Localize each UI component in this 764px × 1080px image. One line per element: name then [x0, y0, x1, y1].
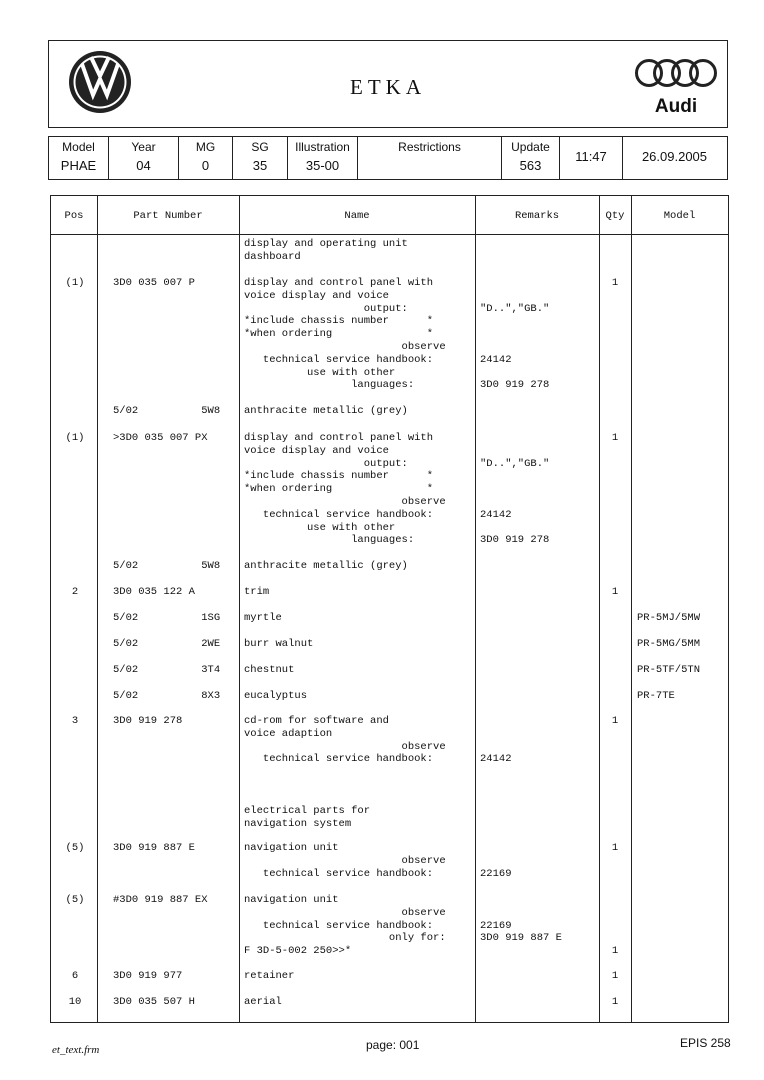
column-header-remarks: Remarks — [514, 210, 560, 222]
cell-name: electrical parts for navigation system — [244, 805, 371, 830]
cell-qty: 1 — [611, 277, 619, 289]
update-value: 563 — [519, 158, 542, 173]
cell-pos: 2 — [71, 586, 79, 598]
column-header-qty: Qty — [605, 210, 625, 222]
header-divider — [51, 234, 728, 235]
cell-part-number: 5/02 1SG — [113, 612, 221, 624]
illustration-value: 35-00 — [305, 158, 340, 173]
model-value: PHAE — [60, 158, 97, 173]
audi-rings-icon — [633, 57, 719, 89]
cell-remarks: "D..","GB." 24142 3D0 919 278 — [480, 302, 550, 392]
update-cell — [502, 137, 560, 179]
date-cell — [623, 137, 726, 179]
cell-pos: (5) — [65, 894, 85, 906]
year-value: 04 — [136, 158, 151, 173]
cell-name: retainer — [244, 970, 295, 982]
cell-part-number: 5/02 8X3 — [113, 690, 221, 702]
cell-qty: 1 — [611, 970, 619, 982]
parts-table — [50, 195, 729, 1023]
column-header-part-number: Part Number — [133, 210, 203, 222]
cell-qty: 1 — [611, 945, 619, 958]
cell-pos: 6 — [71, 970, 79, 982]
cell-remarks: "D..","GB." 24142 3D0 919 278 — [480, 457, 550, 547]
cell-pos: 10 — [68, 996, 82, 1008]
header-box — [48, 40, 728, 128]
cell-part-number: 5/02 2WE — [113, 638, 221, 650]
column-divider — [239, 196, 240, 1022]
cell-name: eucalyptus — [244, 690, 308, 702]
cell-part-number: 3D0 919 278 — [113, 715, 183, 727]
cell-remarks: 22169 — [480, 867, 512, 880]
cell-part-number: 3D0 035 122 A — [113, 586, 195, 598]
cell-name: anthracite metallic (grey) — [244, 560, 408, 572]
cell-part-number: 5/02 5W8 — [113, 405, 221, 417]
cell-part-number: #3D0 919 887 EX — [113, 894, 208, 906]
info-box — [48, 136, 728, 180]
audi-logo — [633, 57, 719, 118]
cell-pos: (1) — [65, 432, 85, 444]
cell-model: PR-7TE — [637, 690, 675, 702]
column-divider — [599, 196, 600, 1022]
sg-value: 35 — [252, 158, 268, 173]
restrictions-label: Restrictions — [398, 140, 461, 154]
mg-label: MG — [195, 140, 216, 154]
illustration-cell — [288, 137, 358, 179]
cell-part-number: 3D0 919 887 E — [113, 842, 195, 854]
cell-qty: 1 — [611, 432, 619, 444]
cell-name: navigation unit observe technical service handbook: — [244, 842, 446, 880]
column-header-pos: Pos — [64, 210, 84, 222]
cell-name: display and operating unit dashboard — [244, 238, 408, 263]
model-cell — [49, 137, 109, 179]
date-value: 26.09.2005 — [641, 149, 708, 164]
restrictions-cell — [358, 137, 502, 179]
cell-model: PR-5TF/5TN — [637, 664, 701, 676]
cell-remarks: 22169 3D0 919 887 E — [480, 919, 562, 945]
cell-name: navigation unit observe technical service handbook: only for: F 3D-5-002 250>>* — [244, 894, 446, 958]
column-divider — [475, 196, 476, 1022]
sg-label: SG — [251, 140, 269, 154]
cell-part-number: >3D0 035 007 PX — [113, 432, 208, 444]
cell-part-number: 3D0 919 977 — [113, 970, 183, 982]
year-label: Year — [131, 140, 156, 154]
cell-remarks: 24142 — [480, 753, 512, 766]
cell-qty: 1 — [611, 842, 619, 854]
cell-name: aerial — [244, 996, 282, 1008]
cell-model: PR-5MJ/5MW — [637, 612, 701, 624]
epis-code: EPIS 258 — [680, 1036, 731, 1050]
cell-part-number: 3D0 035 007 P — [113, 277, 195, 289]
cell-pos: (5) — [65, 842, 85, 854]
model-label: Model — [62, 140, 95, 154]
page-number: page: 001 — [366, 1038, 420, 1052]
time-value: 11:47 — [575, 149, 607, 164]
cell-name: cd-rom for software and voice adaption observe technical service handbook: — [244, 715, 446, 766]
cell-part-number: 5/02 5W8 — [113, 560, 221, 572]
time-cell — [560, 137, 623, 179]
cell-name: myrtle — [244, 612, 282, 624]
cell-part-number: 3D0 035 507 H — [113, 996, 195, 1008]
year-cell — [109, 137, 179, 179]
mg-value: 0 — [201, 158, 210, 173]
update-label: Update — [511, 140, 550, 154]
form-name: et_text.frm — [52, 1044, 100, 1056]
cell-qty: 1 — [611, 715, 619, 727]
cell-qty: 1 — [611, 996, 619, 1008]
audi-wordmark: Audi — [654, 96, 698, 117]
cell-name: chestnut — [244, 664, 295, 676]
cell-name: anthracite metallic (grey) — [244, 405, 408, 417]
page-title: ETKA — [350, 75, 426, 99]
column-divider — [631, 196, 632, 1022]
sg-cell — [233, 137, 288, 179]
mg-cell — [179, 137, 233, 179]
column-header-name: Name — [344, 210, 370, 222]
cell-name: display and control panel with voice display and voice output: *include chassis number * *when ordering * observe technical service handbook: use with other languages: — [244, 277, 446, 392]
column-divider — [97, 196, 98, 1022]
cell-pos: (1) — [65, 277, 85, 289]
cell-name: burr walnut — [244, 638, 314, 650]
cell-qty: 1 — [611, 586, 619, 598]
cell-model: PR-5MG/5MM — [637, 638, 701, 650]
cell-part-number: 5/02 3T4 — [113, 664, 221, 676]
illustration-label: Illustration — [295, 140, 350, 154]
cell-pos: 3 — [71, 715, 79, 727]
column-header-model: Model — [663, 210, 696, 222]
cell-name: display and control panel with voice display and voice output: *include chassis number * *when ordering * observe technical service handbook: use with other languages: — [244, 432, 446, 547]
cell-name: trim — [244, 586, 270, 598]
